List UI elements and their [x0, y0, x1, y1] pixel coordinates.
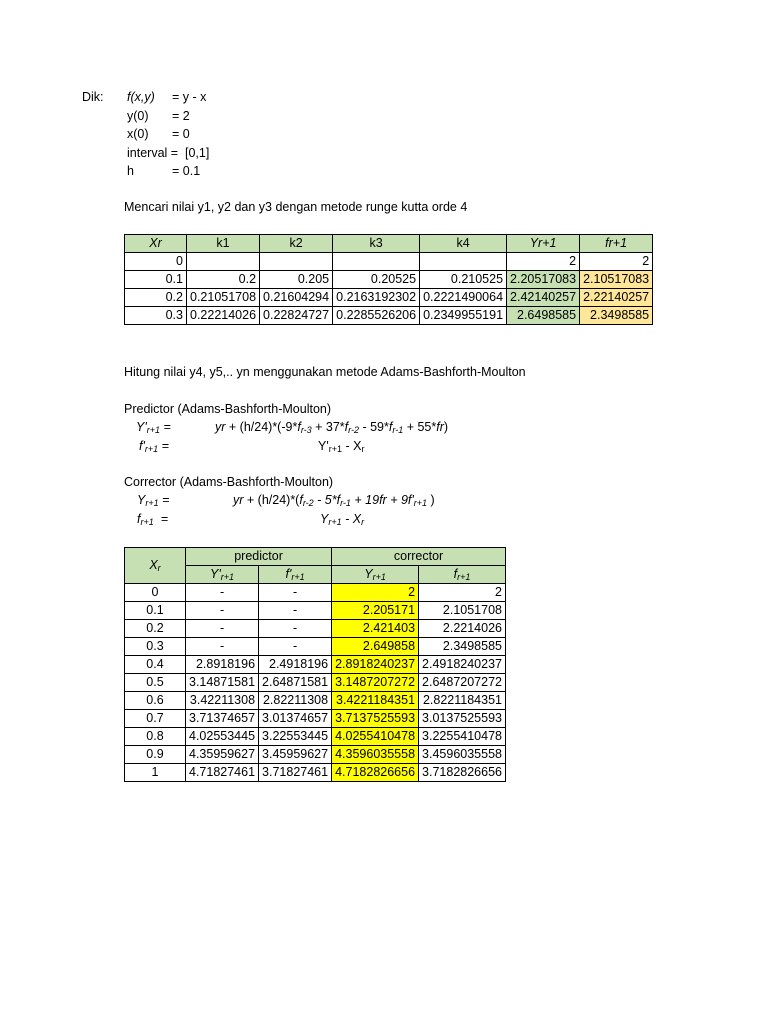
- table-cell: 2.4918196: [259, 656, 332, 674]
- table-cell: 0.9: [125, 746, 186, 764]
- table-cell: 0.7: [125, 710, 186, 728]
- rk4-heading: Mencari nilai y1, y2 dan y3 dengan metode runge kutta orde 4: [124, 200, 468, 214]
- table-cell: 2.649858: [332, 638, 419, 656]
- table-cell: 3.1487207272: [332, 674, 419, 692]
- table-cell: 2.20517083: [507, 271, 580, 289]
- table-cell: -: [186, 584, 259, 602]
- table-cell: 3.7137525593: [332, 710, 419, 728]
- table-cell: 4.02553445: [186, 728, 259, 746]
- table-cell: 0: [125, 253, 187, 271]
- table-cell: 2.8918240237: [332, 656, 419, 674]
- table-cell: 4.71827461: [186, 764, 259, 782]
- table-row: [125, 253, 653, 271]
- table-cell: 3.14871581: [186, 674, 259, 692]
- table-cell: 0.3: [125, 307, 187, 325]
- table-cell: 0.21051708: [187, 289, 260, 307]
- table-cell: 2.82211308: [259, 692, 332, 710]
- given-value: = y - x: [172, 90, 207, 104]
- table-cell: 2.1051708: [419, 602, 506, 620]
- table-row: [125, 289, 653, 307]
- rk4-header-cell: k3: [333, 235, 420, 253]
- rk4-table: [124, 234, 653, 325]
- table-cell: 0.22214026: [187, 307, 260, 325]
- table-cell: 3.4596035558: [419, 746, 506, 764]
- given-label: Dik:: [82, 90, 104, 104]
- abm-header-ycorr: $Y_{r+1}$: [332, 566, 419, 584]
- given-value: [0,1]: [185, 145, 210, 160]
- table-cell: 0.2163192302: [333, 289, 420, 307]
- table-cell: 3.45959627: [259, 746, 332, 764]
- predictor-formula: yr + $(h/24)*(-9*f_{r-3} + 37*f_{r-2} - 59*f_{r-1} + 55*fr)$: [215, 420, 449, 435]
- table-row: [125, 728, 506, 746]
- table-cell: 0.210525: [420, 271, 507, 289]
- rk4-header-cell: k4: [420, 235, 507, 253]
- table-row: [125, 656, 506, 674]
- rk4-header-cell: Yr+1: [507, 235, 580, 253]
- table-row: [125, 710, 506, 728]
- given-name: y(0): [127, 108, 149, 123]
- predictor-f-lhs: $f'_{r+1}$ =: [139, 439, 169, 454]
- table-row: [125, 271, 653, 289]
- table-cell: -: [186, 620, 259, 638]
- table-cell: [420, 253, 507, 271]
- table-row: [125, 307, 653, 325]
- table-cell: -: [259, 620, 332, 638]
- table-cell: 0.21604294: [260, 289, 333, 307]
- table-cell: -: [186, 602, 259, 620]
- corrector-formula: yr + $(h/24)*(f_{r-2} - 5*f_{r-1} + 19fr + 9f'_{r+1}$ ): [233, 493, 435, 508]
- table-cell: 0.2: [125, 289, 187, 307]
- corrector-lhs: $Y_{r+1}$ =: [137, 493, 170, 508]
- table-cell: 0.3: [125, 638, 186, 656]
- table-cell: 2: [332, 584, 419, 602]
- table-cell: 4.7182826656: [332, 764, 419, 782]
- table-row: [125, 674, 506, 692]
- table-row: [125, 584, 506, 602]
- given-value: = 0.1: [172, 164, 201, 178]
- given-name: h: [127, 164, 134, 178]
- table-cell: 2.8918196: [186, 656, 259, 674]
- abm-header-fcorr: $f_{r+1}$: [419, 566, 506, 584]
- table-cell: 0.205: [260, 271, 333, 289]
- table-cell: [260, 253, 333, 271]
- abm-group-predictor: predictor: [186, 548, 332, 566]
- predictor-title: Predictor (Adams-Bashforth-Moulton): [124, 402, 332, 416]
- table-cell: 2.6487207272: [419, 674, 506, 692]
- table-cell: 3.7182826656: [419, 764, 506, 782]
- rk4-header-cell: fr+1: [580, 235, 653, 253]
- table-cell: -: [259, 584, 332, 602]
- table-row: [125, 638, 506, 656]
- given-name: interval =: [127, 145, 179, 160]
- given-value: = 2: [172, 108, 190, 123]
- table-cell: 2.205171: [332, 602, 419, 620]
- table-cell: 3.4221184351: [332, 692, 419, 710]
- table-cell: 3.71827461: [259, 764, 332, 782]
- abm-table: [124, 547, 506, 782]
- table-cell: 4.3596035558: [332, 746, 419, 764]
- corrector-f-lhs: $f_{r+1}$ =: [137, 512, 168, 527]
- table-row: [125, 602, 506, 620]
- abm-header-fpred: $f'_{r+1}$: [259, 566, 332, 584]
- table-row: [125, 620, 506, 638]
- table-cell: 3.22553445: [259, 728, 332, 746]
- table-cell: 2.64871581: [259, 674, 332, 692]
- rk4-header-cell: k1: [187, 235, 260, 253]
- table-cell: 0.5: [125, 674, 186, 692]
- table-cell: 2.421403: [332, 620, 419, 638]
- table-cell: -: [259, 602, 332, 620]
- table-cell: 0.1: [125, 271, 187, 289]
- table-cell: 0.22824727: [260, 307, 333, 325]
- table-cell: 2.22140257: [580, 289, 653, 307]
- abm-header-xr: $X_r$: [125, 548, 186, 584]
- table-cell: 0.2285526206: [333, 307, 420, 325]
- table-cell: 4.0255410478: [332, 728, 419, 746]
- table-row: [125, 764, 506, 782]
- table-cell: 3.71374657: [186, 710, 259, 728]
- table-cell: 3.01374657: [259, 710, 332, 728]
- table-cell: 0.1: [125, 602, 186, 620]
- table-cell: 2: [580, 253, 653, 271]
- table-cell: 0.20525: [333, 271, 420, 289]
- given-name: f(x,y): [127, 90, 155, 104]
- table-cell: 3.2255410478: [419, 728, 506, 746]
- given-value: = 0: [172, 127, 190, 141]
- table-cell: 0.2: [187, 271, 260, 289]
- table-cell: [333, 253, 420, 271]
- table-cell: 0.8: [125, 728, 186, 746]
- rk4-header-cell: k2: [260, 235, 333, 253]
- table-cell: -: [259, 638, 332, 656]
- table-cell: 0: [125, 584, 186, 602]
- rk4-header-cell: Xr: [125, 235, 187, 253]
- table-cell: 2: [507, 253, 580, 271]
- table-row: [125, 746, 506, 764]
- abm-heading: Hitung nilai y4, y5,.. yn menggunakan metode Adams-Bashforth-Moulton: [124, 365, 526, 379]
- table-cell: 3.42211308: [186, 692, 259, 710]
- predictor-lhs: $Y'_{r+1}$ =: [136, 420, 171, 435]
- table-cell: 0.2: [125, 620, 186, 638]
- abm-header-ypred: $Y'_{r+1}$: [186, 566, 259, 584]
- table-cell: 2.3498585: [419, 638, 506, 656]
- table-cell: [187, 253, 260, 271]
- table-cell: 2.6498585: [507, 307, 580, 325]
- corrector-f-formula: $Y_{r+1} - X_r$: [320, 512, 365, 527]
- table-cell: 0.4: [125, 656, 186, 674]
- table-cell: 2.8221184351: [419, 692, 506, 710]
- table-cell: -: [186, 638, 259, 656]
- corrector-title: Corrector (Adams-Bashforth-Moulton): [124, 475, 334, 489]
- table-cell: 0.2349955191: [420, 307, 507, 325]
- table-cell: 0.6: [125, 692, 186, 710]
- table-cell: 4.35959627: [186, 746, 259, 764]
- table-cell: 3.0137525593: [419, 710, 506, 728]
- given-name: x(0): [127, 127, 149, 141]
- table-cell: 0.2221490064: [420, 289, 507, 307]
- table-cell: 2.10517083: [580, 271, 653, 289]
- table-row: [125, 692, 506, 710]
- predictor-f-formula: $Y'_{r+1} - X_r$: [318, 439, 365, 454]
- table-cell: 2.42140257: [507, 289, 580, 307]
- table-cell: 2.3498585: [580, 307, 653, 325]
- table-cell: 2.4918240237: [419, 656, 506, 674]
- table-cell: 1: [125, 764, 186, 782]
- table-cell: 2.2214026: [419, 620, 506, 638]
- abm-group-corrector: corrector: [332, 548, 506, 566]
- table-cell: 2: [419, 584, 506, 602]
